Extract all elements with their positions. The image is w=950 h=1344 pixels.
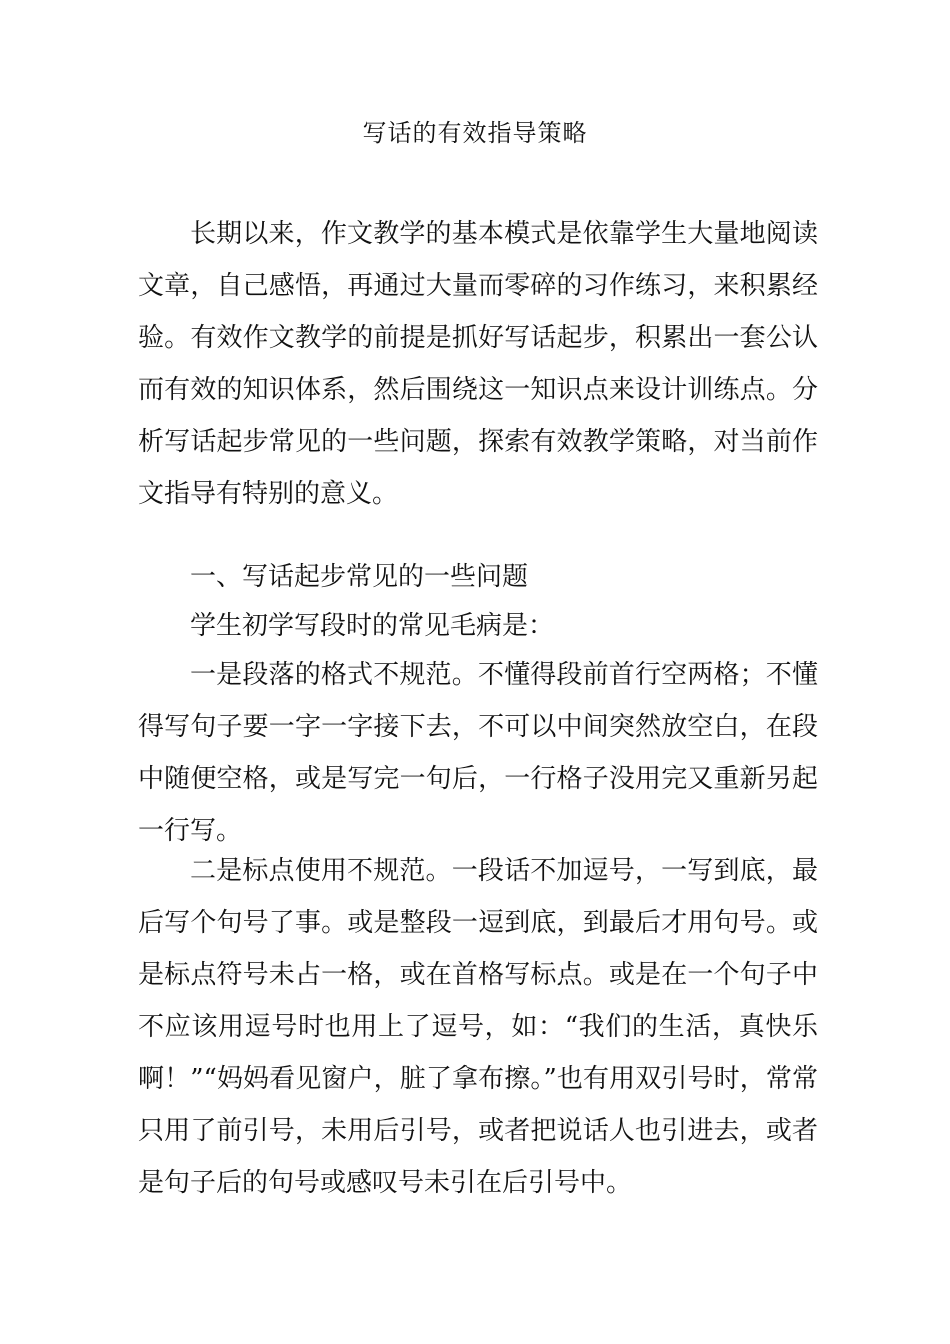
problem-two-paragraph: 二是标点使用不规范。一段话不加逗号，一写到底，最后写个句号了事。或是整段一逗到底，到最后才用句号。或是标点符号未占一格，或在首格写标点。或是在一个句子中不应该用逗号时也用上了逗号，如：“我们的生活，真快乐啊！”“妈妈看见窗户，脏了拿布擦。”也有用双引号时，常常只用了前引号，未用后引号，或者把说话人也引进去，或者是句子后的句号或感叹号未引在后引号中。 <box>138 856 818 1198</box>
problem-one-paragraph: 一是段落的格式不规范。不懂得段前首行空两格；不懂得写句子要一字一字接下去，不可以中间突然放空白，在段中随便空格，或是写完一句后，一行格子没用完又重新另起一行写。 <box>138 660 818 846</box>
section-heading: 一、写话起步常见的一些问题 <box>190 562 529 592</box>
intro-paragraph: 长期以来，作文教学的基本模式是依靠学生大量地阅读文章，自己感悟，再通过大量而零碎的习作练习，来积累经验。有效作文教学的前提是抓好写话起步，积累出一套公认而有效的知识体系，然后围绕这一知识点来设计训练点。分析写话起步常见的一些问题，探索有效教学策略，对当前作文指导有特别的意义。 <box>138 219 818 509</box>
document-title: 写话的有效指导策略 <box>362 119 588 147</box>
section-lead-paragraph: 学生初学写段时的常见毛病是： <box>190 611 555 641</box>
